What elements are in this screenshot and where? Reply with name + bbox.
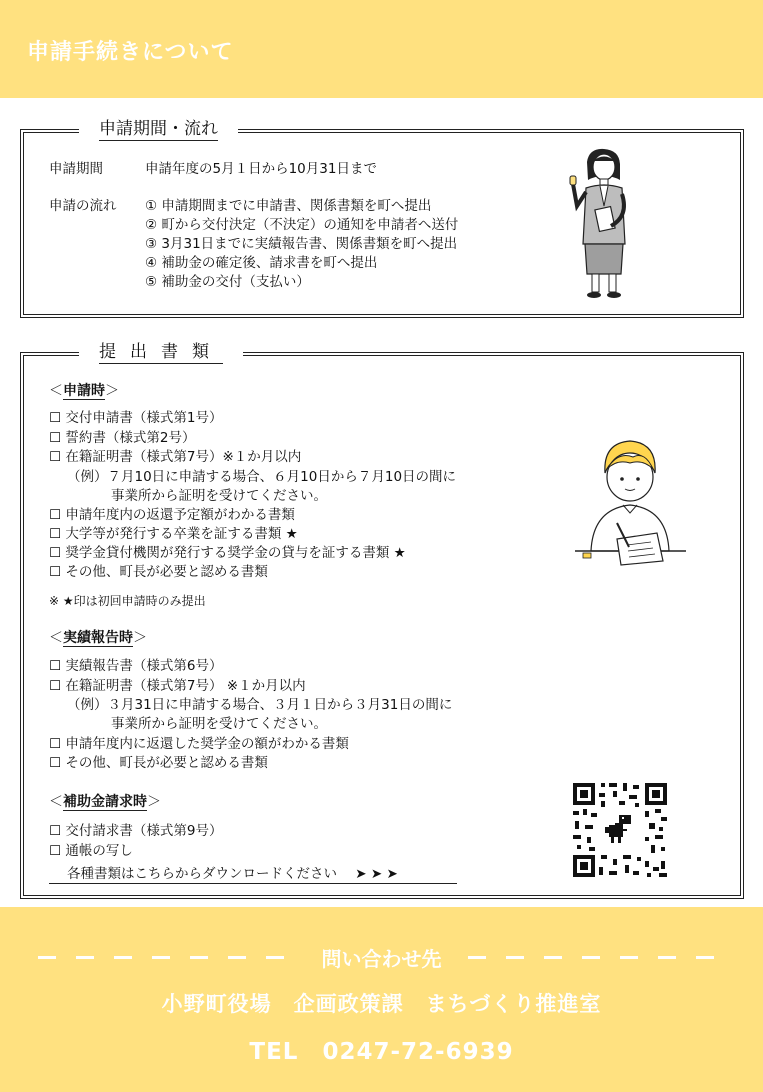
download-link[interactable]	[49, 865, 457, 884]
contact-label: 問い合わせ先	[321, 947, 442, 971]
section-heading-report: ＜実績報告時＞	[49, 630, 147, 646]
first-time-note: ※ ★印は初回申請時のみ提出	[49, 594, 206, 608]
arrow-right-icon: ➤ ➤ ➤	[355, 866, 398, 882]
document-item: ☐ 在籍証明書（様式第7号）※１か月以内	[49, 449, 302, 465]
document-item: ☐ 交付申請書（様式第1号）	[49, 410, 223, 426]
document-item: ☐ 通帳の写し	[49, 843, 133, 859]
flow-label: 申請の流れ	[49, 198, 117, 214]
download-text: 各種書類はこちらからダウンロードください	[67, 866, 337, 882]
period-flow-box	[20, 119, 744, 318]
office-name: 小野町役場 企画政策課 まちづくり推進室	[161, 992, 602, 1016]
document-item: ☐ その他、町長が必要と認める書類	[49, 755, 268, 771]
section-heading-application: ＜申請時＞	[49, 383, 119, 399]
flow-step: ① 申請期間までに申請書、関係書類を町へ提出	[145, 198, 432, 214]
document-example: 事業所から証明を受けてください。	[111, 488, 327, 504]
page-title: 申請手続きについて	[27, 40, 234, 65]
flow-step: ⑤ 補助金の交付（支払い）	[145, 274, 310, 290]
qr-code-icon	[571, 781, 669, 879]
period-label: 申請期間	[49, 161, 103, 177]
document-item: ☐ 実績報告書（様式第6号）	[49, 658, 223, 674]
document-item: ☐ 大学等が発行する卒業を証する書類 ★	[49, 526, 298, 542]
presenter-woman-illustration	[569, 146, 639, 301]
section-heading-claim: ＜補助金請求時＞	[49, 794, 161, 810]
document-item: ☐ 奨学金貸付機関が発行する奨学金の貸与を証する書類 ★	[49, 545, 406, 561]
document-item: ☐ 申請年度内の返還予定額がわかる書類	[49, 507, 295, 523]
document-item: ☐ 誓約書（様式第2号）	[49, 430, 196, 446]
document-example: 事業所から証明を受けてください。	[111, 716, 327, 732]
document-example: （例）３月31日に申請する場合、３月１日から３月31日の間に	[67, 697, 453, 713]
document-example: （例）７月10日に申請する場合、６月10日から７月10日の間に	[67, 469, 457, 485]
flow-step: ④ 補助金の確定後、請求書を町へ提出	[145, 255, 378, 271]
document-item: ☐ 在籍証明書（様式第7号） ※１か月以内	[49, 678, 306, 694]
document-item: ☐ 交付請求書（様式第9号）	[49, 823, 223, 839]
document-item: ☐ その他、町長が必要と認める書類	[49, 564, 268, 580]
student-writing-illustration	[573, 433, 688, 573]
documents-box	[20, 342, 744, 899]
period-value: 申請年度の5月１日から10月31日まで	[145, 161, 377, 177]
flow-step: ② 町から交付決定（不決定）の通知を申請者へ送付	[145, 217, 459, 233]
period-flow-title: 申請期間・流れ	[79, 118, 238, 140]
header-bar	[0, 0, 763, 98]
documents-title: 提出書類	[79, 341, 243, 363]
phone-number[interactable]: TEL 0247-72-6939	[249, 1039, 514, 1065]
flow-step: ③ 3月31日までに実績報告書、関係書類を町へ提出	[145, 236, 458, 252]
document-item: ☐ 申請年度内に返還した奨学金の額がわかる書類	[49, 736, 349, 752]
